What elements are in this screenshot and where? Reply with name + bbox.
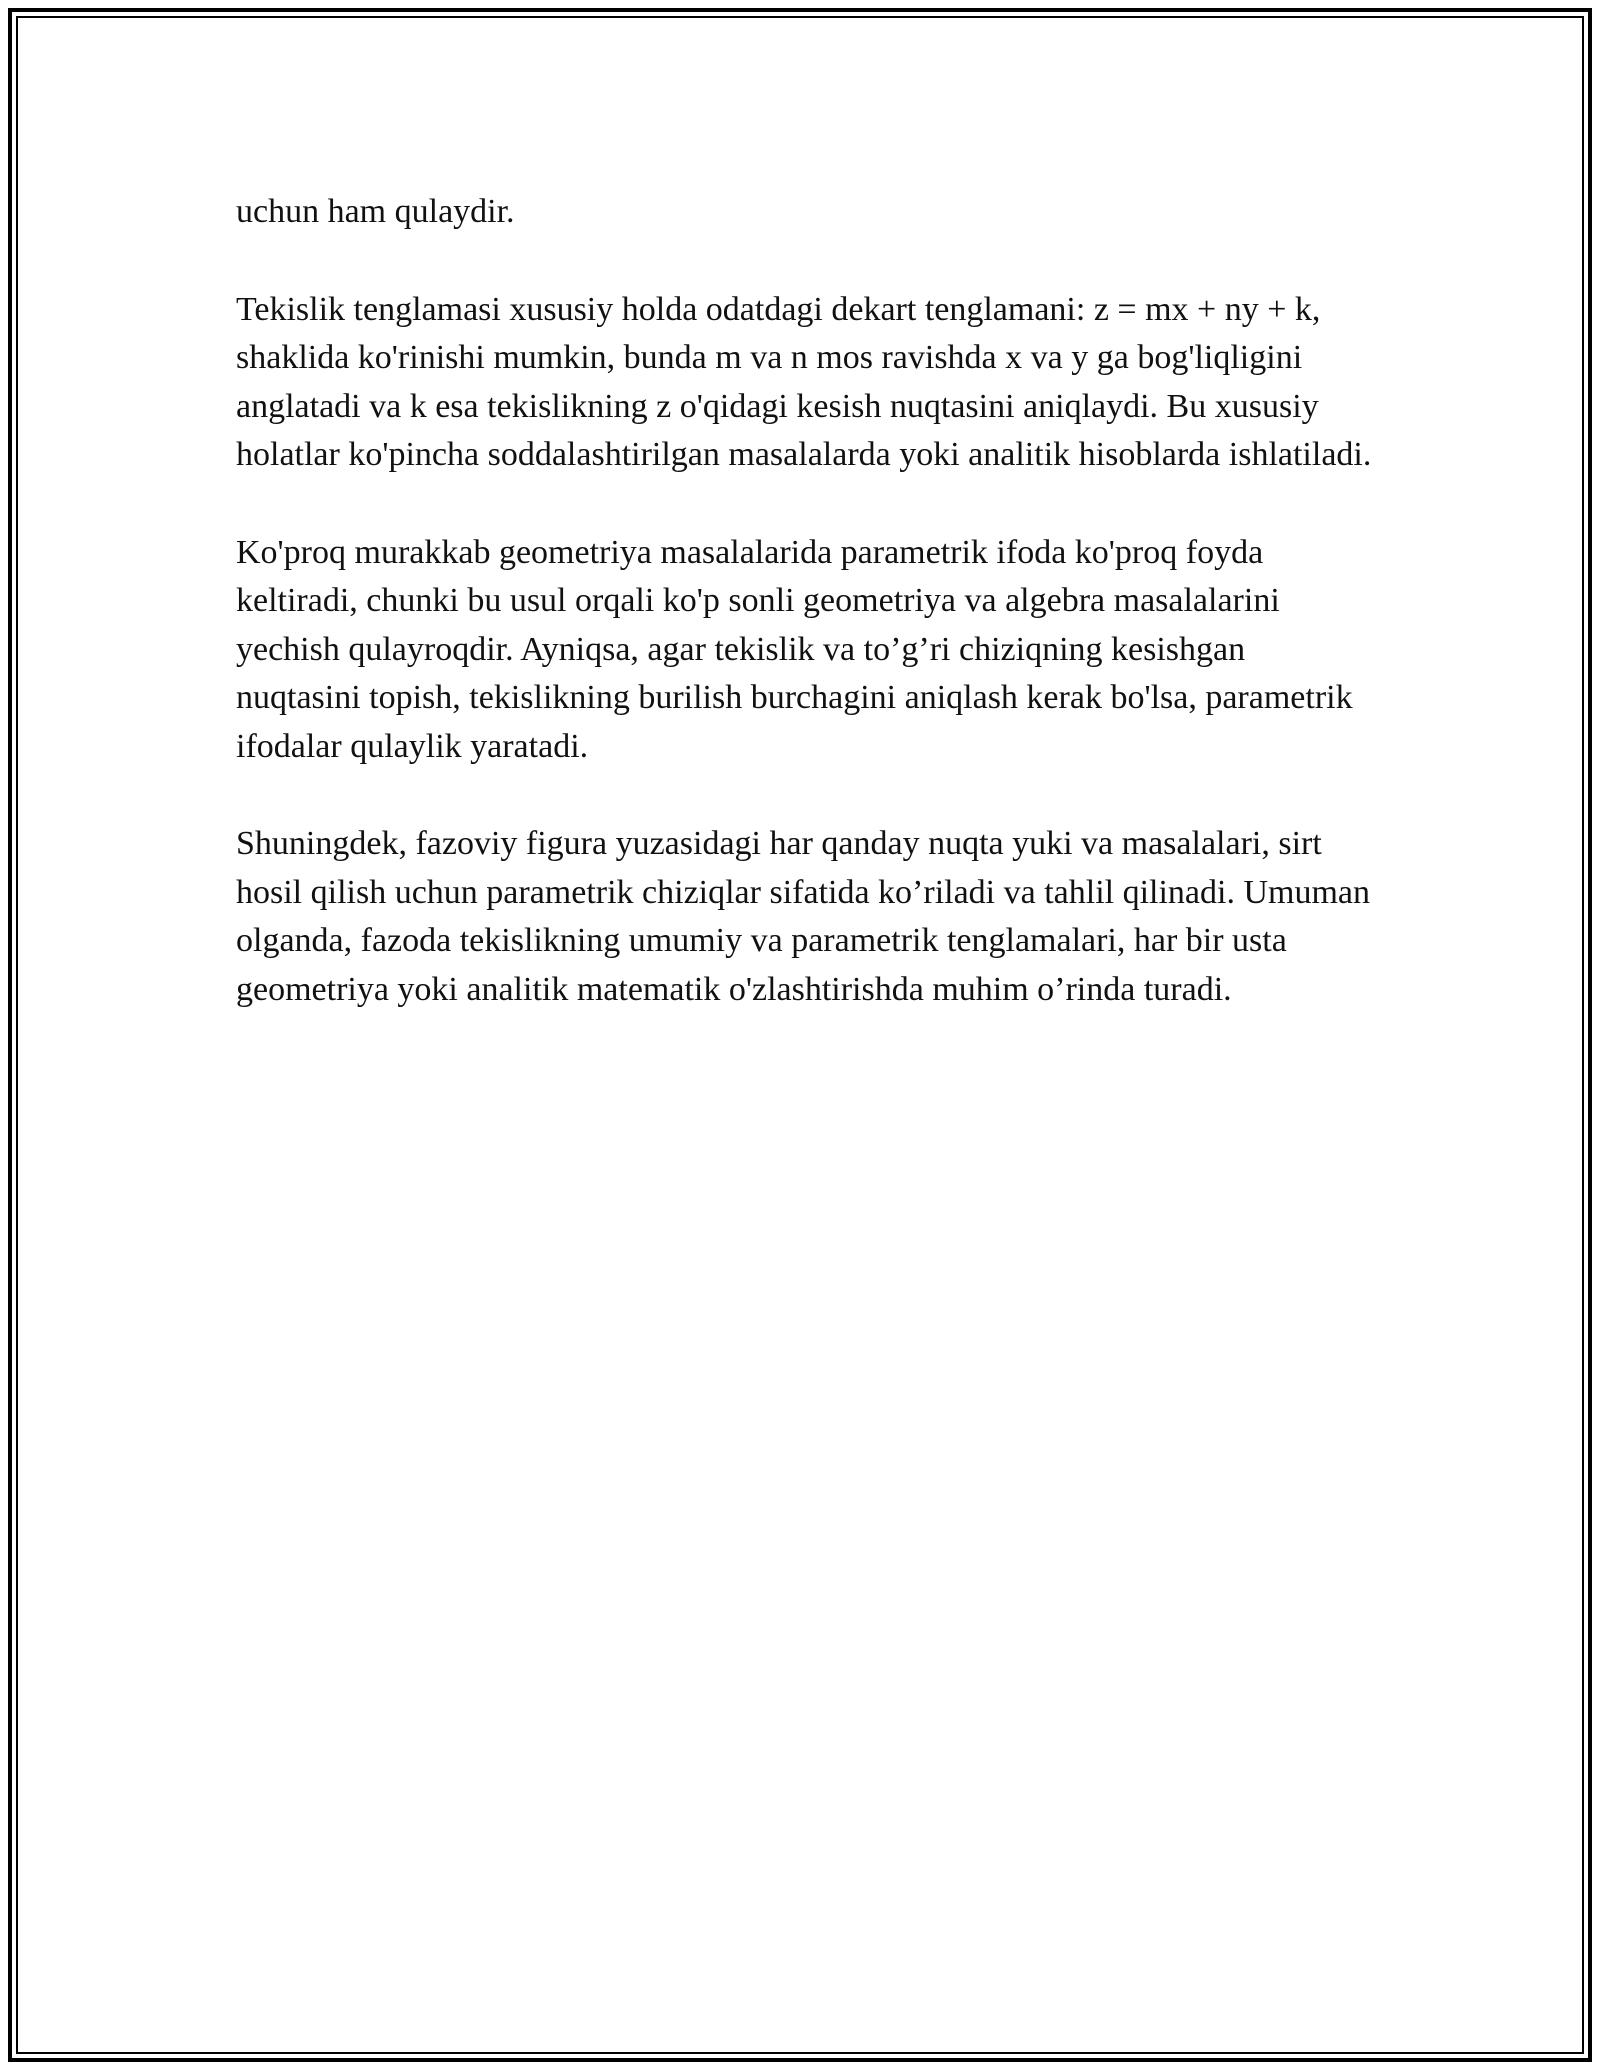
paragraph-3: Ko'proq murakkab geometriya masalalarida parametrik ifoda ko'proq foyda keltiradi, chunki bu usul orqali ko'p sonli geometriya va algebra masalalarini yechish qulayroqdir. Ayniqsa, agar tekislik va to’g’ri chiziqning kesishgan nuqtasini topish, tekislikning burilish burchagini aniqlash kerak bo'lsa, parametrik ifodalar qulaylik yaratadi. [236,533,1353,765]
document-body [236,188,1376,1063]
paragraph-4: Shuningdek, fazoviy figura yuzasidagi har qanday nuqta yuki va masalalari, sirt hosil qilish uchun parametrik chiziqlar sifatida ko’riladi va tahlil qilinadi. Umuman olganda, fazoda tekislikning umumiy va parametrik tenglamalari, har bir usta geometriya yoki analitik matematik o'zlashtirishda muhim o’rinda turadi. [236,825,1371,1008]
paragraph-2: Tekislik tenglamasi xususiy holda odatdagi dekart tenglamani: z = mx + ny + k, shaklida ko'rinishi mumkin, bunda m va n mos ravishda x va y ga bog'liqligini anglatadi va k esa tekislikning z o'qidagi kesish nuqtasini aniqlaydi. Bu xususiy holatlar ko'pincha soddalashtirilgan masalalarda yoki analitik hisoblarda ishlatiladi. [236,290,1372,473]
paragraph-1: uchun ham qulaydir. [236,193,515,230]
